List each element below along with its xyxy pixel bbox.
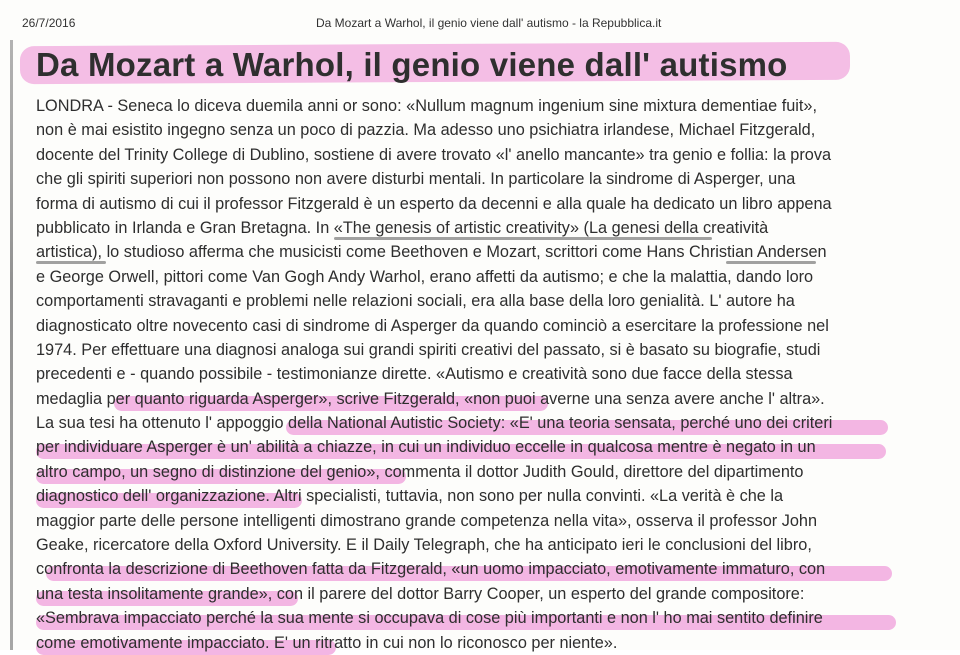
article-line bbox=[36, 557, 906, 581]
article-line bbox=[36, 289, 906, 313]
article-line-text: docente del Trinity College di Dublino, sostiene di avere trovato «l' anello mancante» tra genio e follia: la prova bbox=[36, 145, 832, 164]
article-line bbox=[36, 631, 906, 655]
article-line-text: medaglia per quanto riguarda Asperger», scrive Fitzgerald, «non puoi averne una senza avere anche l' altra». bbox=[36, 389, 825, 408]
article-line bbox=[36, 338, 906, 362]
article-line-text: La sua tesi ha ottenuto l' appoggio della National Autistic Society: «E' una teoria sensata, perché uno dei criteri bbox=[36, 414, 833, 433]
article-line bbox=[36, 533, 906, 557]
article-body bbox=[36, 94, 906, 655]
article-line bbox=[36, 143, 906, 167]
article-line bbox=[36, 411, 906, 435]
article-line-text: diagnostico dell' organizzazione. Altri specialisti, tuttavia, non sono per nulla convinti. «La verità è che la bbox=[36, 487, 784, 506]
article-line bbox=[36, 192, 906, 216]
article-line-text: LONDRA - Seneca lo diceva duemila anni or sono: «Nullum magnum ingenium sine mixtura dementiae fuit», bbox=[36, 97, 817, 115]
article-line-text: maggior parte delle persone intelligenti dimostrano grande competenza nella vita», osserva il professor John bbox=[36, 511, 818, 530]
article-line-text: confronta la descrizione di Beethoven fatta da Fitzgerald, «un uomo impacciato, emotivamente immaturo, con bbox=[36, 560, 826, 579]
article-line bbox=[36, 118, 906, 142]
print-header-source: Da Mozart a Warhol, il genio viene dall' autismo - la Repubblica.it bbox=[316, 16, 662, 30]
article-line-text: 1974. Per effettuare una diagnosi analoga sui grandi spiriti creativi del passato, si è basato su biografie, studi bbox=[36, 340, 821, 359]
article-line bbox=[36, 582, 906, 606]
article-line-text: altro campo, un segno di distinzione del genio», commenta il dottor Judith Gould, direttore del dipartimento bbox=[36, 462, 804, 481]
article-line bbox=[36, 362, 906, 386]
article-line-text: comportamenti stravaganti e problemi nelle relazioni sociali, era alla base della loro genialità. L' autore ha bbox=[36, 292, 795, 311]
article-line bbox=[36, 314, 906, 338]
article-line-text: non è mai esistito ingegno senza un poco di pazzia. Ma adesso uno psichiatra irlandese, Michael Fitzgerald, bbox=[36, 121, 816, 140]
article-line bbox=[36, 484, 906, 508]
article-line-text: pubblicato in Irlanda e Gran Bretagna. In «The genesis of artistic creativity» (La genesi della creatività bbox=[36, 218, 769, 237]
article-line-text: precedenti e - quando possibile - testimonianze dirette. «Autismo e creatività sono due facce della stessa bbox=[36, 365, 793, 384]
article-line-text: e George Orwell, pittori come Van Gogh Andy Warhol, erano affetti da autismo; e che la malattia, dando loro bbox=[36, 267, 814, 286]
article-line-text: forma di autismo di cui il professor Fitzgerald è un esperto da decenni e alla quale ha dedicato un libro appena bbox=[36, 194, 832, 213]
article-line-text: per individuare Asperger è un' abilità a chiazze, in cui un individuo eccelle in qualcosa mentre è negato in un bbox=[36, 438, 816, 457]
article-line bbox=[36, 460, 906, 484]
article-line bbox=[36, 435, 906, 459]
print-date: 26/7/2016 bbox=[22, 16, 76, 30]
article-line-text: diagnosticato oltre novecento casi di sindrome di Asperger da quando cominciò a esercitare la professione nel bbox=[36, 316, 829, 335]
article-line bbox=[36, 387, 906, 411]
article-line-text: che gli spiriti superiori non possono non avere disturbi mentali. In particolare la sindrome di Asperger, una bbox=[36, 170, 796, 189]
article-line-text: Geake, ricercatore della Oxford University. E il Daily Telegraph, che ha anticipato ieri le conclusioni del libro, bbox=[36, 536, 812, 555]
article-line bbox=[36, 265, 906, 289]
article-line-text: come emotivamente impacciato. E' un ritratto in cui non lo riconosco per niente». bbox=[36, 633, 618, 652]
article-line bbox=[36, 240, 906, 264]
article-line-text: una testa insolitamente grande», con il parere del dottor Barry Cooper, un esperto del grande compositore: bbox=[36, 584, 805, 603]
article-line bbox=[36, 216, 906, 240]
article-line-text: «Sembrava impacciato perché la sua mente si occupava di cose più importanti e non l' ho mai sentito definire bbox=[36, 609, 823, 628]
article-line bbox=[36, 94, 906, 118]
scan-edge bbox=[10, 40, 13, 650]
article-title: Da Mozart a Warhol, il genio viene dall' autismo bbox=[36, 46, 788, 83]
article-line-text: artistica), lo studioso afferma che musicisti come Beethoven e Mozart, scrittori come Hans Christian Andersen bbox=[36, 243, 827, 262]
article-line bbox=[36, 606, 906, 630]
article-line bbox=[36, 167, 906, 191]
article-line bbox=[36, 509, 906, 533]
